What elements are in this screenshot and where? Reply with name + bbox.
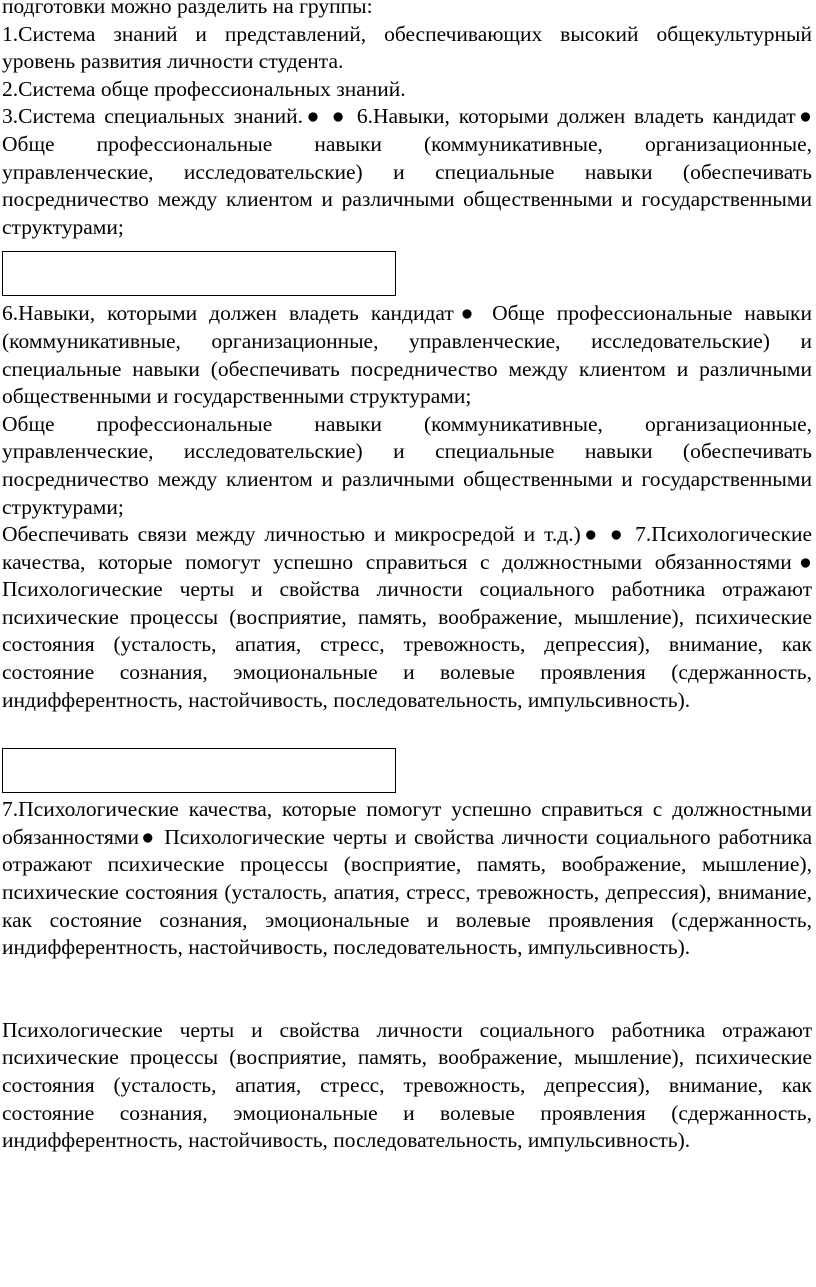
paragraph-item-6: 6.Навыки, которыми должен владеть кандидат● Обще профессиональные навыки (коммуникативные, организационные, управленческие, исследовательские) и специальные навыки (обеспечивать посредничество между клиентом и различными общественными и государственными структурами;	[2, 301, 812, 409]
document-page	[2, 0, 812, 1155]
spacer	[2, 962, 812, 1017]
paragraph-general-skills: Обще профессиональные навыки (коммуникативные, организационные, управленческие, исследовательские) и специальные навыки (обеспечивать посредничество между клиентом и различными общественными и государственными структурами;	[2, 411, 812, 519]
paragraph-psychological-traits: Психологические черты и свойства личности социального работника отражают психические процессы (восприятие, память, воображение, мышление), психические состояния (усталость, апатия, стресс, тревожность, депрессия), внимание, как состояние сознания, эмоциональные и волевые проявления (сдержанность, индифферентность, настойчивость, последовательность, импульсивность).	[2, 1017, 812, 1153]
paragraph-item-1: 1.Система знаний и представлений, обеспечивающих высокий общекультурный уровень развития личности студента.	[2, 21, 812, 74]
paragraph-intro: подготовки можно разделить на группы:	[2, 0, 373, 18]
paragraph-item-2: 2.Система обще профессиональных знаний.	[2, 76, 406, 101]
paragraph-item-3: 3.Система специальных знаний.● ● 6.Навыки, которыми должен владеть кандидат● Обще профессиональные навыки (коммуникативные, организационные, управленческие, исследовательские) и специальные навыки (обеспечивать посредничество между клиентом и различными общественными и государственными структурами;	[2, 104, 812, 239]
empty-frame-1	[2, 251, 396, 296]
paragraph-links-and-item-7: Обеспечивать связи между личностью и микросредой и т.д.)● ● 7.Психологические качества, которые помогут успешно справиться с должностными обязанностями● Психологические черты и свойства личности социального работника отражают психические процессы (восприятие, память, воображение, мышление), психические состояния (усталость, апатия, стресс, тревожность, депрессия), внимание, как состояние сознания, эмоциональные и волевые проявления (сдержанность, индифферентность, настойчивость, последовательность, импульсивность).	[2, 522, 812, 712]
paragraph-item-7: 7.Психологические качества, которые помогут успешно справиться с должностными обязанностями● Психологические черты и свойства личности социального работника отражают психические процессы (восприятие, память, воображение, мышление), психические состояния (усталость, апатия, стресс, тревожность, депрессия), внимание, как состояние сознания, эмоциональные и волевые проявления (сдержанность, индифферентность, настойчивость, последовательность, импульсивность).	[2, 797, 812, 960]
empty-frame-2	[2, 748, 396, 793]
